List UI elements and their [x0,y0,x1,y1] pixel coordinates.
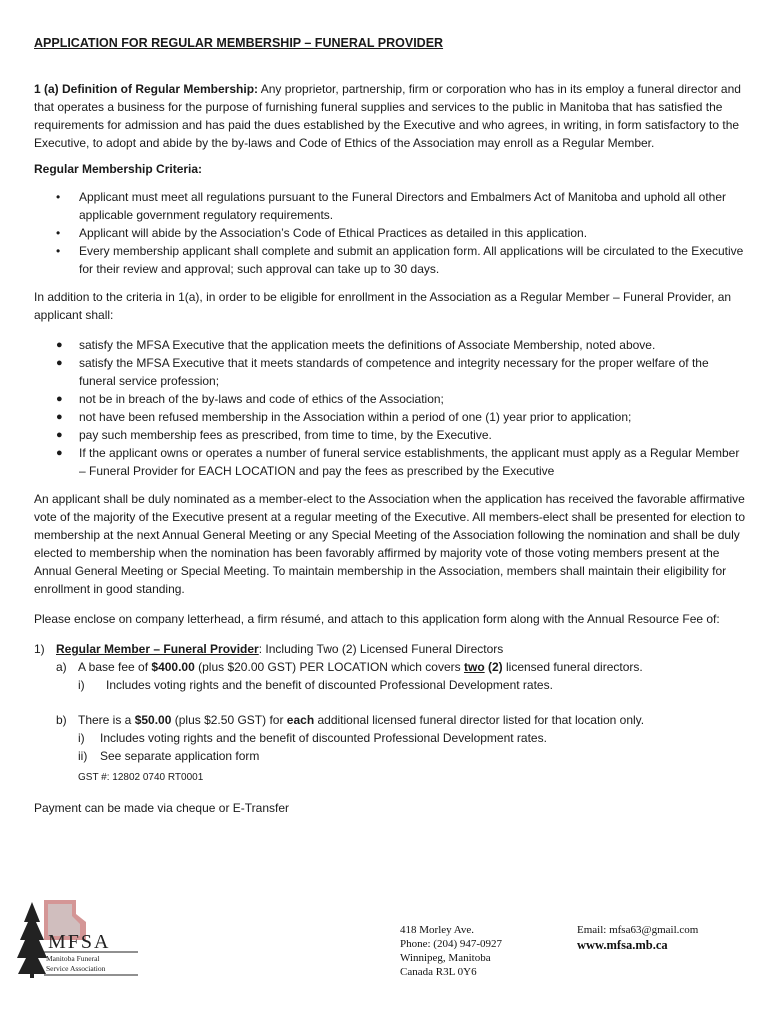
footer [0,896,770,986]
fee-sub-letter: a) [56,660,67,674]
list-item [34,426,746,444]
list-item [34,444,746,480]
bullet-icon: • [56,190,61,204]
svg-text:Service Association: Service Association [46,964,106,973]
list-item [34,390,746,408]
definition-paragraph [34,80,746,152]
bullet-icon: ● [56,447,63,459]
fee-roman-text: Includes voting rights and the benefit of discounted Professional Development rates. [106,678,553,692]
fee-amount: $50.00 [134,713,172,727]
fee-roman-text: Includes voting rights and the benefit of discounted Professional Development rates. [100,731,547,745]
fee-section [34,640,746,785]
fee-text: additional licensed funeral director listed for that location only. [314,713,645,727]
address-line: 418 Morley Ave. [400,924,475,936]
fee-roman-item [34,676,746,694]
criteria-heading: Regular Membership Criteria: [34,162,203,176]
fee-item-number: 1) [34,642,45,656]
requirements-list [34,336,746,480]
list-item [34,242,746,278]
fee-roman-item [34,729,746,747]
list-item [34,408,746,426]
list-item-text: Applicant must meet all regulations pursuant to the Funeral Directors and Embalmers Act of Manitoba and uphold all other applicable government regulatory requirements. [79,190,727,222]
list-item-text: If the applicant owns or operates a number of funeral service establishments, the applicant must apply as a Regular Member – Funeral Provider for EACH LOCATION and pay the fees as prescribed by the Executive [79,446,740,478]
fee-roman-number: ii) [78,749,88,763]
fee-text: (plus $20.00 GST) PER LOCATION which covers [194,660,464,674]
bullet-icon: • [56,226,61,240]
fee-roman-text: See separate application form [100,749,260,763]
fee-item [34,640,746,658]
fee-amount: $400.00 [151,660,195,674]
fee-roman-item [34,747,746,765]
list-item [34,354,746,390]
bullet-icon: ● [56,339,63,351]
list-item-text: satisfy the MFSA Executive that it meets standards of competence and integrity necessary for the proper welfare of the funeral service profession; [79,356,709,388]
fee-two-word: two [463,660,485,674]
list-item [34,188,746,224]
document-page [34,36,746,817]
svg-text:MFSA: MFSA [48,931,111,953]
bullet-icon: ● [56,429,63,441]
list-item [34,336,746,354]
list-item-text: satisfy the MFSA Executive that the application meets the definitions of Associate Membership, noted above. [79,338,656,352]
fee-item-title: Regular Member – Funeral Provider [56,642,259,656]
fee-two-number: (2) [484,660,503,674]
nomination-paragraph: An applicant shall be duly nominated as a member-elect to the Association when the application has received the favorable affirmative vote of the majority of the Executive present at a regular meeting of the Executive. All members-elect shall be presented for election to membership at the next Annual General Meeting or any Special Meeting of the Association following the nomination and shall be duly elected to membership when the nomination has been favorably affirmed by majority vote of those voting members present at the Annual General Meeting or Special Meeting. To maintain membership in the Association, members shall maintain their eligibility for enrollment in good standing. [34,492,746,596]
enclose-paragraph: Please enclose on company letterhead, a firm résumé, and attach to this application form along with the Annual Resource Fee of: [34,612,720,626]
fee-item-rest: : Including Two (2) Licensed Funeral Directors [258,642,504,656]
criteria-list [34,188,746,278]
list-item-text: pay such membership fees as prescribed, from time to time, by the Executive. [79,428,492,442]
fee-each-word: each [286,713,315,727]
fee-sub-item-b [34,711,746,729]
bullet-icon: • [56,244,61,258]
payment-text: Payment can be made via cheque or E-Transfer [34,801,290,815]
contact-block [577,923,698,952]
fee-text: licensed funeral directors. [502,660,643,674]
fee-text: A base fee of [78,660,152,674]
list-item [34,224,746,242]
list-item-text: not be in breach of the by-laws and code of ethics of the Association; [79,392,444,406]
list-item-text: Applicant will abide by the Association’s Code of Ethical Practices as detailed in this application. [79,226,588,240]
bullet-icon: ● [56,357,63,369]
definition-text: Any proprietor, partnership, firm or corporation who has in its employ a funeral director and that operates a business for the purpose of furnishing funeral supplies and services to the public in Manitoba that has satisfied the requirements for admission and has paid the dues established by the Executive and who agrees, in writing, in form satisfactory to the Executive, to adopt and abide by the by-laws and Code of Ethics of the Association may enroll as a Regular Member. [34,82,741,150]
address-line: Winnipeg, Manitoba [400,952,491,964]
phone-line: Phone: (204) 947-0927 [400,938,503,950]
list-item-text: not have been refused membership in the Association within a period of one (1) year prior to application; [79,410,632,424]
address-block [400,923,502,979]
bullet-icon: ● [56,411,63,423]
fee-text: There is a [78,713,135,727]
list-item-text: Every membership applicant shall complete and submit an application form. All applications will be circulated to the Executive for their review and approval; such approval can take up to 30 days. [79,244,744,276]
fee-sub-letter: b) [56,713,67,727]
website-link[interactable]: www.mfsa.mb.ca [577,938,668,952]
fee-text: (plus $2.50 GST) for [171,713,287,727]
gst-number: GST #: 12802 0740 RT0001 [78,772,204,783]
fee-sub-item-a [34,658,746,676]
bullet-icon: ● [56,393,63,405]
fee-roman-number: i) [78,731,85,745]
addition-intro-paragraph: In addition to the criteria in 1(a), in order to be eligible for enrollment in the Association as a Regular Member – Funeral Provider, an applicant shall: [34,290,732,322]
page-title: APPLICATION FOR REGULAR MEMBERSHIP – FUNERAL PROVIDER [34,36,444,50]
svg-text:Manitoba Funeral: Manitoba Funeral [46,954,100,963]
address-line: Canada R3L 0Y6 [400,966,477,978]
fee-roman-number: i) [78,678,85,692]
email-line[interactable]: Email: mfsa63@gmail.com [577,924,699,936]
mfsa-logo [14,896,139,980]
definition-label: 1 (a) Definition of Regular Membership: [34,82,259,96]
